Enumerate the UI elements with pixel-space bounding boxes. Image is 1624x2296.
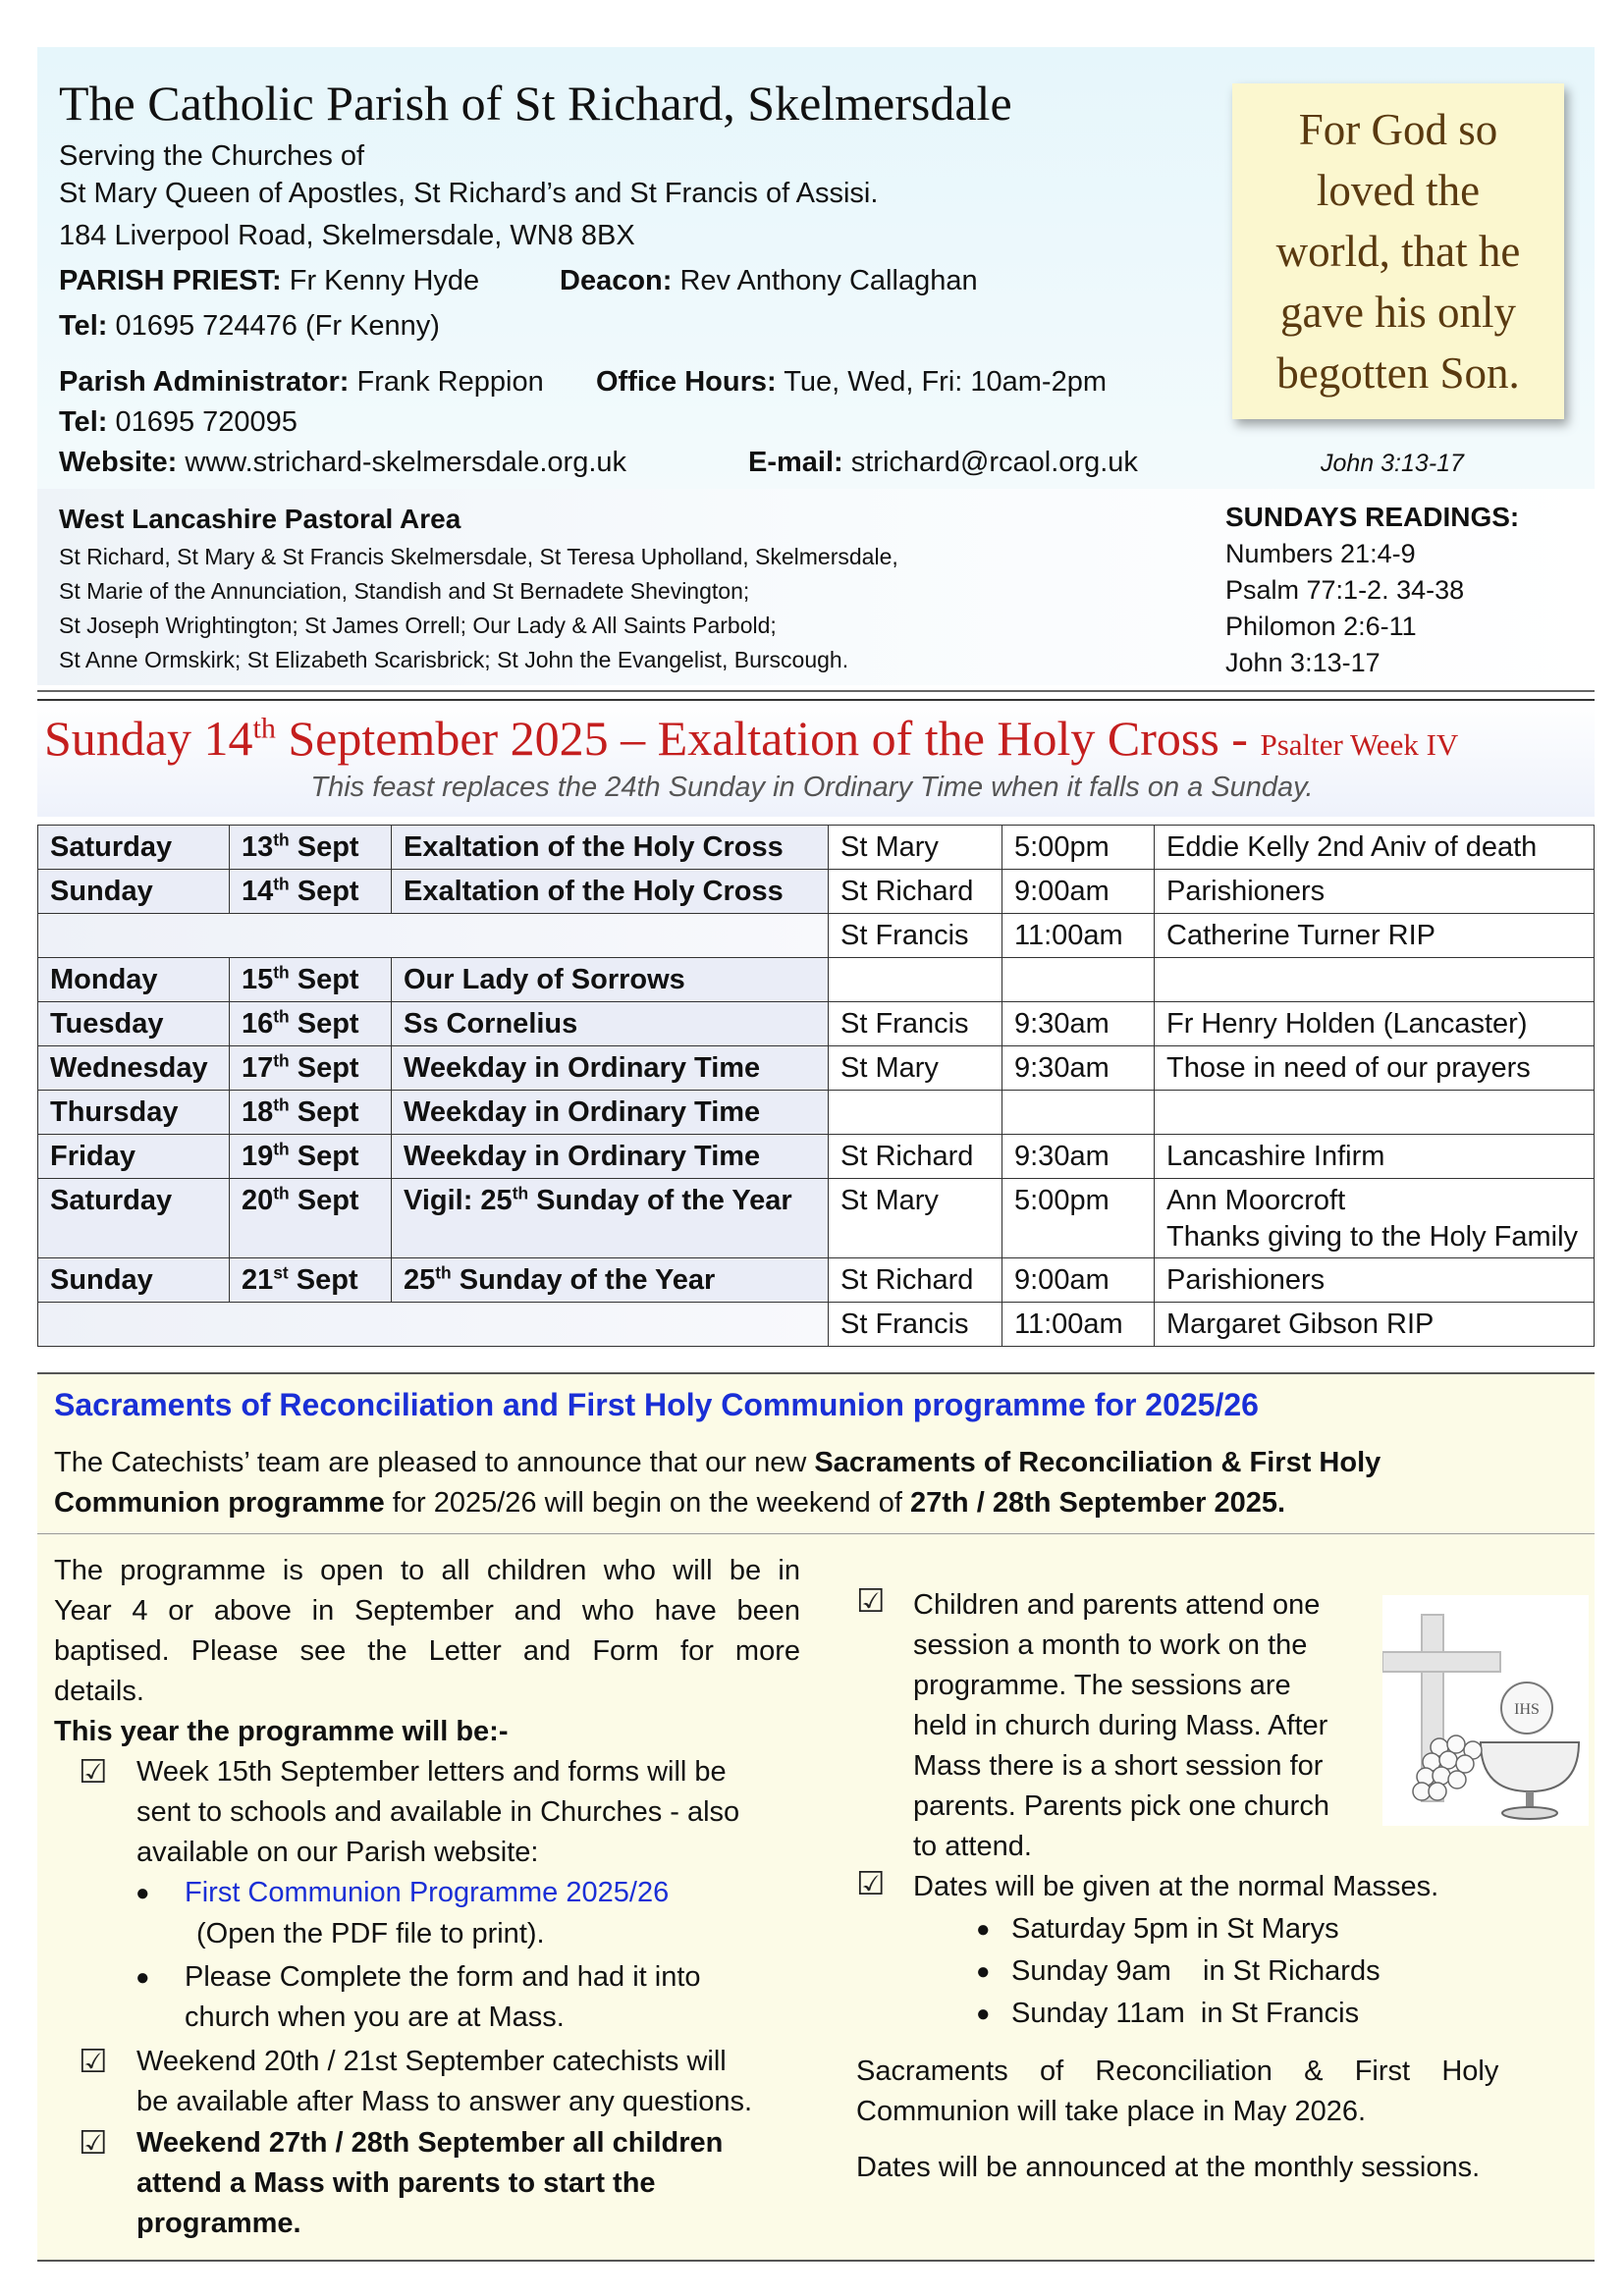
deacon-name: Rev Anthony Callaghan bbox=[679, 265, 978, 296]
table-row bbox=[38, 1046, 1595, 1091]
time-cell: 9:30am bbox=[1002, 1046, 1155, 1091]
table-row bbox=[38, 826, 1595, 870]
pastoral-line: St Anne Ormskirk; St Elizabeth Scarisbrick; St John the Evangelist, Burscough. bbox=[59, 647, 849, 672]
intention-cell bbox=[1155, 1091, 1595, 1135]
reading-item: John 3:13-17 bbox=[1225, 648, 1380, 677]
time-cell: 11:00am bbox=[1002, 1303, 1155, 1347]
church-cell: St Mary bbox=[829, 1046, 1002, 1091]
date-cell: 19th Sept bbox=[230, 1135, 392, 1179]
communion-chalice-image bbox=[1382, 1595, 1589, 1826]
deacon-label: Deacon: bbox=[560, 265, 673, 296]
office-hours: Tue, Wed, Fri: 10am-2pm bbox=[784, 366, 1108, 398]
checkbox-icon: ☑ bbox=[856, 1865, 886, 1901]
table-row bbox=[38, 914, 1595, 958]
closing-text-2: Dates will be announced at the monthly sessions. bbox=[856, 2152, 1481, 2183]
reading-item: Psalm 77:1-2. 34-38 bbox=[1225, 575, 1465, 605]
table-row bbox=[38, 1135, 1595, 1179]
tel-label: Tel: bbox=[59, 310, 108, 342]
programme-open-text: The programme is open to all children who will be in Year 4 or above in September and who have been baptised. Please see the Letter and Form for more details. bbox=[54, 1555, 800, 1707]
sacraments-heading-text: Sacraments of Reconciliation and First Holy Communion programme for 2025/26 bbox=[54, 1387, 1259, 1422]
admin-label: Parish Administrator: bbox=[59, 366, 350, 398]
website-label: Website: bbox=[59, 447, 178, 478]
sacraments-intro: The Catechists’ team are pleased to announce that our new Sacraments of Reconciliation & First Holy Communion programme for 2025/26 will begin on the weekend of 27th / 28th September 2025. bbox=[54, 1447, 1381, 1519]
time-cell: 9:30am bbox=[1002, 1002, 1155, 1046]
bullet-icon: ● bbox=[135, 1964, 150, 1991]
quote-line: begotten Son. bbox=[1276, 348, 1520, 398]
church-cell bbox=[829, 1091, 1002, 1135]
feast-cell: Weekday in Ordinary Time bbox=[392, 1135, 829, 1179]
title-sup: th bbox=[252, 712, 276, 745]
church-cell: St Francis bbox=[829, 1303, 1002, 1347]
closing-text: Sacraments of Reconciliation & First Holy Communion will take place in May 2026. bbox=[856, 2056, 1499, 2127]
day-cell: Wednesday bbox=[38, 1046, 230, 1091]
time-cell: 9:00am bbox=[1002, 1258, 1155, 1303]
office-tel-line bbox=[59, 403, 298, 441]
church-cell: St Richard bbox=[829, 870, 1002, 914]
website-line bbox=[59, 444, 626, 481]
church-cell: St Francis bbox=[829, 914, 1002, 958]
feast-cell: Our Lady of Sorrows bbox=[392, 958, 829, 1002]
priest-tel-line bbox=[59, 307, 440, 345]
day-cell: Saturday bbox=[38, 1179, 230, 1258]
feast-cell: Exaltation of the Holy Cross bbox=[392, 870, 829, 914]
priest-name: Fr Kenny Hyde bbox=[289, 265, 480, 296]
programme-item: Weekend 27th / 28th September all children attend a Mass with parents to start the programme. bbox=[136, 2127, 724, 2239]
priest-line bbox=[59, 262, 479, 299]
intention-cell: Parishioners bbox=[1155, 870, 1595, 914]
title-subtitle: This feast replaces the 24th Sunday in Ordinary Time when it falls on a Sunday. bbox=[310, 772, 1314, 803]
feast-cell: Ss Cornelius bbox=[392, 1002, 829, 1046]
bullet-icon: ● bbox=[135, 1880, 150, 1906]
date-cell: 13th Sept bbox=[230, 826, 392, 870]
table-row bbox=[38, 1091, 1595, 1135]
quote-line: world, that he bbox=[1275, 227, 1521, 276]
day-cell: Friday bbox=[38, 1135, 230, 1179]
quote-line: For God so bbox=[1298, 105, 1498, 154]
email-link[interactable]: strichard@rcaol.org.uk bbox=[850, 447, 1138, 478]
date-cell: 16th Sept bbox=[230, 1002, 392, 1046]
time-cell: 5:00pm bbox=[1002, 826, 1155, 870]
intention-cell: Margaret Gibson RIP bbox=[1155, 1303, 1595, 1347]
serving-text: Serving the Churches of bbox=[59, 140, 365, 172]
intention-cell: Those in need of our prayers bbox=[1155, 1046, 1595, 1091]
time-cell: 5:00pm bbox=[1002, 1179, 1155, 1258]
table-row bbox=[38, 1258, 1595, 1303]
day-cell: Tuesday bbox=[38, 1002, 230, 1046]
programme-item: Weekend 20th / 21st September catechists will be available after Mass to answer any questions. bbox=[136, 2046, 753, 2117]
feast-cell: Exaltation of the Holy Cross bbox=[392, 826, 829, 870]
chalice-base bbox=[1502, 1807, 1557, 1819]
empty-cell bbox=[38, 1303, 829, 1347]
divider bbox=[37, 690, 1595, 692]
readings-heading: SUNDAYS READINGS: bbox=[1225, 502, 1520, 532]
pastoral-line: St Richard, St Mary & St Francis Skelmersdale, St Teresa Upholland, Skelmersdale, bbox=[59, 544, 898, 569]
programme-item: Dates will be given at the normal Masses. bbox=[913, 1871, 1439, 1902]
table-row bbox=[38, 1303, 1595, 1347]
day-cell: Sunday bbox=[38, 1258, 230, 1303]
sacraments-heading bbox=[54, 1382, 1259, 1427]
church-cell: St Mary bbox=[829, 1179, 1002, 1258]
checkbox-icon: ☑ bbox=[79, 2124, 108, 2161]
date-item: Sunday 11am in St Francis bbox=[1011, 1998, 1360, 2029]
ihs-text: IHS bbox=[1514, 1701, 1540, 1718]
table-row bbox=[38, 870, 1595, 914]
cross-horizontal bbox=[1382, 1652, 1500, 1672]
bullet-icon: ● bbox=[976, 1916, 991, 1943]
office-hours-line bbox=[596, 363, 1107, 400]
readings-list bbox=[1225, 536, 1464, 681]
pastoral-area-heading: West Lancashire Pastoral Area bbox=[59, 504, 461, 534]
intention-cell: Catherine Turner RIP bbox=[1155, 914, 1595, 958]
feast-cell: Weekday in Ordinary Time bbox=[392, 1046, 829, 1091]
date-cell: 14th Sept bbox=[230, 870, 392, 914]
mass-schedule-table bbox=[37, 825, 1595, 1347]
quote-reference: John 3:13-17 bbox=[1321, 450, 1464, 477]
table-row bbox=[38, 1002, 1595, 1046]
time-cell: 11:00am bbox=[1002, 914, 1155, 958]
reading-item: Philomon 2:6-11 bbox=[1225, 612, 1417, 641]
reading-item: Numbers 21:4-9 bbox=[1225, 539, 1416, 568]
email-label: E-mail: bbox=[748, 447, 843, 478]
feast-cell: Vigil: 25th Sunday of the Year bbox=[392, 1179, 829, 1258]
pastoral-line: St Marie of the Annunciation, Standish and St Bernadete Shevington; bbox=[59, 578, 750, 604]
date-cell: 20th Sept bbox=[230, 1179, 392, 1258]
churches-text: St Mary Queen of Apostles, St Richard’s and St Francis of Assisi. bbox=[59, 178, 879, 209]
programme-link[interactable]: First Communion Programme 2025/26 bbox=[185, 1877, 670, 1908]
day-cell: Monday bbox=[38, 958, 230, 1002]
church-cell: St Richard bbox=[829, 1258, 1002, 1303]
intention-cell: Ann Moorcroft Thanks giving to the Holy Family bbox=[1155, 1179, 1595, 1258]
intention-cell: Parishioners bbox=[1155, 1258, 1595, 1303]
table-row bbox=[38, 1179, 1595, 1258]
day-cell: Sunday bbox=[38, 870, 230, 914]
programme-item: Week 15th September letters and forms will be sent to schools and available in Churches - also available on our Parish website: bbox=[136, 1756, 740, 1868]
admin-line bbox=[59, 363, 544, 400]
priest-tel: 01695 724476 (Fr Kenny) bbox=[115, 310, 440, 342]
time-cell bbox=[1002, 1091, 1155, 1135]
quote-line: loved the bbox=[1316, 166, 1481, 215]
pastoral-line: St Joseph Wrightington; St James Orrell; Our Lady & All Saints Parbold; bbox=[59, 613, 777, 638]
church-cell: St Richard bbox=[829, 1135, 1002, 1179]
checkbox-icon: ☑ bbox=[79, 2043, 108, 2079]
title-main: September 2025 – Exaltation of the Holy Cross - bbox=[275, 711, 1261, 766]
intention-cell: Eddie Kelly 2nd Aniv of death bbox=[1155, 826, 1595, 870]
day-cell: Thursday bbox=[38, 1091, 230, 1135]
programme-item: Children and parents attend one session a month to work on the programme. The sessions are held in church during Mass. After Mass there is a short session for parents. Parents pick one church to attend. bbox=[913, 1589, 1329, 1862]
admin-name: Frank Reppion bbox=[356, 366, 544, 398]
date-cell: 18th Sept bbox=[230, 1091, 392, 1135]
office-label: Office Hours: bbox=[596, 366, 777, 398]
intention-cell bbox=[1155, 958, 1595, 1002]
church-cell: St Mary bbox=[829, 826, 1002, 870]
bullet-icon: ● bbox=[976, 2001, 991, 2027]
feast-cell: Weekday in Ordinary Time bbox=[392, 1091, 829, 1135]
date-item: Sunday 9am in St Richards bbox=[1011, 1955, 1380, 1987]
church-cell: St Francis bbox=[829, 1002, 1002, 1046]
day-cell: Saturday bbox=[38, 826, 230, 870]
office-tel: 01695 720095 bbox=[115, 406, 298, 438]
scripture-quote-box bbox=[1232, 83, 1564, 419]
this-year-heading: This year the programme will be:- bbox=[54, 1716, 509, 1747]
psalter-week: Psalter Week IV bbox=[1260, 727, 1459, 762]
time-cell: 9:30am bbox=[1002, 1135, 1155, 1179]
church-cell bbox=[829, 958, 1002, 1002]
feast-cell: 25th Sunday of the Year bbox=[392, 1258, 829, 1303]
address-text: 184 Liverpool Road, Skelmersdale, WN8 8BX bbox=[59, 220, 635, 251]
complete-form-text: Please Complete the form and had it into church when you are at Mass. bbox=[185, 1961, 701, 2033]
page-title bbox=[44, 707, 1458, 776]
link-note: (Open the PDF file to print). bbox=[196, 1918, 545, 1949]
bullet-icon: ● bbox=[976, 1958, 991, 1985]
date-cell: 21st Sept bbox=[230, 1258, 392, 1303]
date-item: Saturday 5pm in St Marys bbox=[1011, 1913, 1339, 1945]
empty-cell bbox=[38, 914, 829, 958]
table-row bbox=[38, 958, 1595, 1002]
website-link[interactable]: www.strichard-skelmersdale.org.uk bbox=[185, 447, 627, 478]
intention-cell: Lancashire Infirm bbox=[1155, 1135, 1595, 1179]
date-cell: 17th Sept bbox=[230, 1046, 392, 1091]
title-day: Sunday 14 bbox=[44, 711, 253, 766]
quote-line: gave his only bbox=[1280, 288, 1516, 337]
checkbox-icon: ☑ bbox=[79, 1753, 108, 1789]
time-cell: 9:00am bbox=[1002, 870, 1155, 914]
time-cell bbox=[1002, 958, 1155, 1002]
parish-title: The Catholic Parish of St Richard, Skelmersdale bbox=[59, 76, 1012, 131]
tel-label-2: Tel: bbox=[59, 406, 108, 438]
priest-label: PARISH PRIEST: bbox=[59, 265, 282, 296]
deacon-line bbox=[560, 262, 978, 299]
intention-cell: Fr Henry Holden (Lancaster) bbox=[1155, 1002, 1595, 1046]
divider bbox=[37, 1533, 1595, 1534]
email-line bbox=[748, 444, 1138, 481]
checkbox-icon: ☑ bbox=[856, 1582, 886, 1619]
date-cell: 15th Sept bbox=[230, 958, 392, 1002]
